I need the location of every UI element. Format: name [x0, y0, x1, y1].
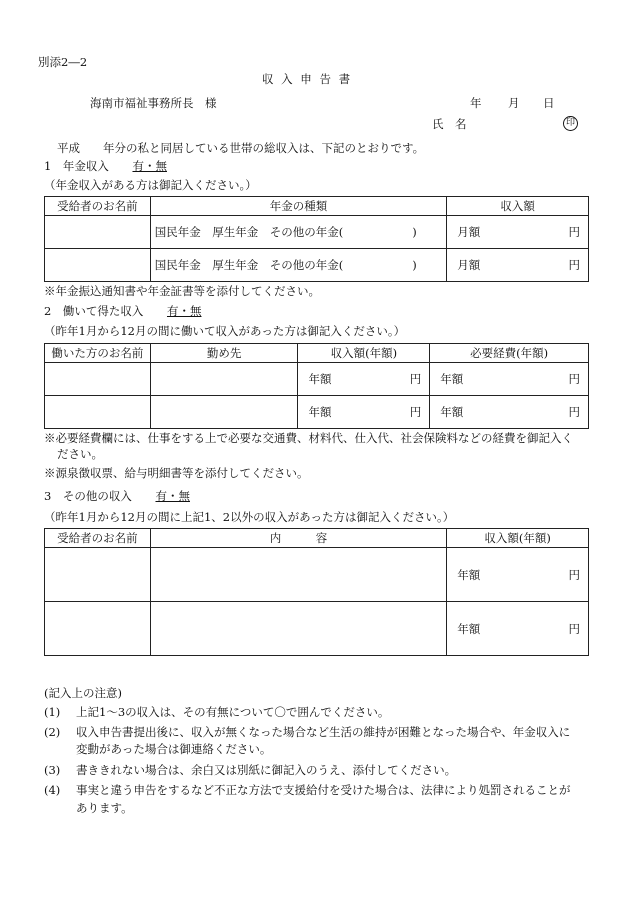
note-1-text: 上記1～3の収入は、その有無について〇で囲んでください。 [76, 705, 390, 719]
recipient-name-cell[interactable] [45, 249, 151, 282]
header-annual-income: 収入額(年額) [447, 529, 589, 548]
expenses-cell[interactable] [430, 396, 589, 429]
date-month-label: 月 [508, 96, 520, 110]
amount-label: 年額 [457, 621, 481, 636]
section1-instruction: （年金収入がある方は御記入ください。） [44, 178, 257, 192]
amount-label: 年額 [308, 372, 332, 386]
amount-label: 月額 [457, 258, 481, 272]
section2-note-expenses: ※必要経費欄には、仕事をする上で必要な交通費、材料代、仕入代、社会保険料などの経費を御記入く [44, 431, 573, 445]
section2-note-attach: ※源泉徴収票、給与明細書等を添付してください。 [44, 466, 309, 480]
note-2-text-cont: 変動があった場合は御連絡ください。 [76, 742, 272, 756]
pension-table [44, 196, 589, 282]
section3-title: 3 その他の収入 [44, 489, 132, 503]
yen-unit: 円 [568, 405, 580, 419]
yen-unit: 円 [409, 405, 422, 419]
table-row [45, 396, 589, 429]
amount-cell[interactable] [447, 216, 589, 249]
annual-income-cell[interactable] [298, 396, 430, 429]
note-2-text: 収入申告書提出後に、収入が無くなった場合など生活の維持が困難となった場合や、年金収入に [76, 725, 571, 739]
note-3-number: (3) [44, 763, 61, 777]
yen-unit: 円 [568, 258, 580, 272]
table-row [45, 249, 589, 282]
seal-mark: 印 [563, 116, 578, 131]
worker-name-cell[interactable] [45, 363, 151, 396]
other-income-table [44, 528, 589, 656]
amount-label: 年額 [457, 567, 481, 582]
amount-cell[interactable] [447, 249, 589, 282]
recipient-name-cell[interactable] [45, 548, 151, 602]
name-label: 氏 名 [432, 117, 467, 131]
work-income-table [44, 343, 589, 429]
header-content: 内 容 [150, 529, 446, 548]
section2-instruction: （昨年1月から12月の間に働いて収入があった方は御記入ください。） [44, 324, 406, 338]
content-cell[interactable] [150, 548, 446, 602]
section1-heading [44, 159, 167, 173]
header-recipient-name: 受給者のお名前 [45, 197, 151, 216]
header-expenses: 必要経費(年額) [430, 344, 589, 363]
note-3-text: 書ききれない場合は、余白又は別紙に御記入のうえ、添付してください。 [76, 763, 457, 777]
document-id: 別添2―2 [38, 55, 88, 69]
yen-unit: 円 [568, 372, 580, 386]
date-year-label: 年 [470, 96, 482, 110]
yen-unit: 円 [568, 567, 580, 582]
section3-instruction: （昨年1月から12月の間に上記1、2以外の収入があった方は御記入ください。） [44, 510, 455, 524]
section1-note: ※年金振込通知書や年金証書等を添付してください。 [44, 284, 320, 298]
yen-unit: 円 [568, 225, 580, 239]
yen-unit: 円 [568, 621, 580, 636]
section2-heading [44, 304, 201, 318]
section1-title: 1 年金収入 [44, 159, 109, 173]
notes-heading: (記入上の注意) [44, 686, 122, 700]
date-day-label: 日 [543, 96, 555, 110]
header-income-amount: 収入額 [447, 197, 589, 216]
employer-cell[interactable] [150, 363, 298, 396]
section2-title: 2 働いて得た収入 [44, 304, 144, 318]
recipient-name-cell[interactable] [45, 216, 151, 249]
yen-unit: 円 [409, 372, 422, 386]
document-title: 収 入 申 告 書 [262, 72, 353, 86]
amount-label: 年額 [440, 372, 464, 386]
amount-label: 年額 [440, 405, 464, 419]
note-4-text-cont: あります。 [76, 801, 133, 815]
pension-type-cell[interactable]: 国民年金 厚生年金 その他の年金( ) [150, 249, 446, 282]
annual-income-cell[interactable] [298, 363, 430, 396]
annual-income-cell[interactable] [447, 548, 589, 602]
header-pension-type: 年金の種類 [150, 197, 446, 216]
intro-text: 平成 年分の私と同居している世帯の総収入は、下記のとおりです。 [57, 141, 425, 155]
header-annual-income: 収入額(年額) [298, 344, 430, 363]
note-1-number: (1) [44, 705, 61, 719]
header-worker-name: 働いた方のお名前 [45, 344, 151, 363]
worker-name-cell[interactable] [45, 396, 151, 429]
note-4-text: 事実と違う申告をするなど不正な方法で支援給付を受けた場合は、法律により処罰されることが [76, 783, 571, 797]
section3-heading [44, 489, 190, 503]
section1-yesno[interactable]: 有・無 [132, 159, 167, 173]
addressee: 海南市福祉事務所長 様 [90, 96, 217, 110]
employer-cell[interactable] [150, 396, 298, 429]
annual-income-cell[interactable] [447, 602, 589, 656]
table-row [45, 216, 589, 249]
recipient-name-cell[interactable] [45, 602, 151, 656]
table-row [45, 363, 589, 396]
amount-label: 年額 [308, 405, 332, 419]
section2-yesno[interactable]: 有・無 [166, 304, 202, 318]
section3-yesno[interactable]: 有・無 [155, 489, 190, 503]
expenses-cell[interactable] [430, 363, 589, 396]
table-row [45, 602, 589, 656]
pension-type-cell[interactable]: 国民年金 厚生年金 その他の年金( ) [150, 216, 446, 249]
amount-label: 月額 [457, 225, 481, 239]
section2-note-expenses-cont: ださい。 [57, 447, 103, 461]
note-4-number: (4) [44, 783, 61, 797]
note-2-number: (2) [44, 725, 61, 739]
header-employer: 勤め先 [150, 344, 298, 363]
table-row [45, 548, 589, 602]
header-recipient-name: 受給者のお名前 [45, 529, 151, 548]
content-cell[interactable] [150, 602, 446, 656]
